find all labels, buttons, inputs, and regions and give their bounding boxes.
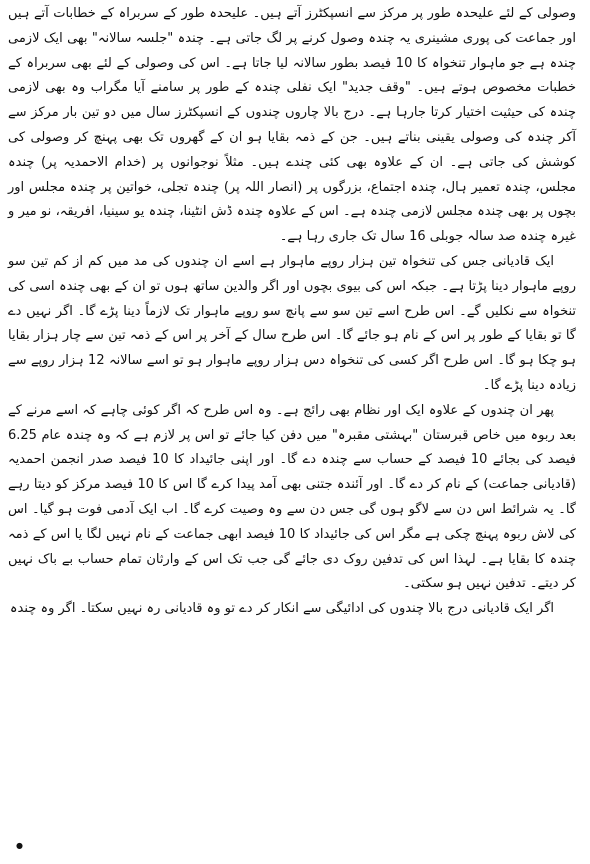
document-body (8, 2, 576, 622)
paragraph-4: اگر ایک قادیانی درج بالا چندوں کی ادائیگی سے انکار کر دے تو وہ قادیانی رہ نہیں سکتا۔ اگر وہ چندہ (9, 601, 554, 617)
bullet-mark-icon: ● (16, 841, 23, 850)
paragraph-3: پھر ان چندوں کے علاوہ ایک اور نظام بھی رائج ہے۔ وہ اس طرح کہ اگر کوئی چاہے کہ اسے مرنے کے بعد ربوہ میں خاص قبرستان "بہشتی مقبرہ" میں دفن کیا جائے تو اس پر لازم ہے کہ وہ چندہ عام 6.25 فیصد کی بجائے 10 فیصد کے حساب سے چندہ دے گا۔ اور اپنی جائیداد کا 10 فیصد صدر انجمن احمدیہ (قادیانی جماعت) کے نام کر دے گا۔ اور آئندہ جتنی بھی آمد پیدا کرے گا اس کا 10 فیصد مرکز کو دیتا رہے گا۔ یہ شرائط اس دن سے لاگو ہوں گی جس دن سے وہ وصیت کرے گا۔ اب ایک آدمی فوت ہو گیا۔ اس کی لاش ربوہ پہنچ چکی ہے مگر اس کی جائیداد کا 10 فیصد ابھی جماعت کے نام نہیں لگا یا اس کے ذمہ چندہ کا بقایا ہے۔ لہذا اس کی تدفین روک دی جائے گی جب تک اس کے وارثان تمام حساب بے باک نہیں کر دیتے۔ تدفین نہیں ہو سکتی۔ (8, 402, 576, 592)
paragraph-2: ایک قادیانی جس کی تنخواہ تین ہزار روپے ماہوار ہے اسے ان چندوں کی مد میں کم از کم تین سو روپے ماہوار دینا پڑتا ہے۔ جبکہ اس کی بیوی بچوں اور اگر والدین ساتھ ہوں تو ان کے بھی چندہ اسی کی تنخواہ سے نکلیں گے۔ اس طرح اسے تین سو سے پانچ سو روپے ماہوار تک لازماً دینا پڑے گا۔ اگر نہیں دے گا تو بقایا کے طور پر اس کے نام ہو جائے گا۔ اس طرح سال کے آخر پر اس کے ذمہ تین سے چار ہزار بقایا ہو چکا ہو گا۔ اس طرح اگر کسی کی تنخواہ دس ہزار روپے ماہوار ہو تو اسے سالانہ 12 ہزار روپے سے زیادہ دینا پڑے گا۔ (8, 253, 576, 393)
paragraph-1: وصولی کے لئے علیحدہ طور پر مرکز سے انسپکٹرز آتے ہیں۔ علیحدہ طور کے سربراہ کے خطابات آتے ہیں اور جماعت کی پوری مشینری یہ چندہ وصول کرنے پر لگ جاتی ہے۔ چندہ "جلسہ سالانہ" بھی ایک لازمی چندہ ہے جو ماہوار تنخواہ کا 10 فیصد بطور سالانہ لیا جاتا ہے۔ اس کی وصولی کے لئے بھی سربراہ کے خطبات مخصوص ہوتے ہیں۔ "وقف جدید" ایک نفلی چندہ کے طور پر سامنے آیا مگراب وہ بھی لازمی چندہ کی حیثیت اختیار کرتا جارہا ہے۔ درج بالا چاروں چندوں کے انسپکٹرز سال میں دو تین بار مرکز سے آکر چندہ کی وصولی یقینی بناتے ہیں۔ جن کے ذمہ بقایا ہو ان کے گھروں تک بھی پہنچ کر وصولی کی کوشش کی جاتی ہے۔ ان کے علاوہ بھی کئی چندے ہیں۔ مثلاً نوجوانوں پر (خدام الاحمدیہ پر) چندہ مجلس، چندہ تعمیر ہال، چندہ اجتماع، بزرگوں پر (انصار اللہ پر) چندہ تجلی، خواتین پر چندہ مجلس اور بچوں پر بھی چندہ مجلس لازمی چندہ ہے۔ اس کے علاوہ چندہ ڈش انٹینا، چندہ یو سینیا، افریقہ، نو میر و غیرہ چندہ صد سالہ جوبلی 16 سال تک جاری رہا ہے۔ (8, 6, 576, 245)
